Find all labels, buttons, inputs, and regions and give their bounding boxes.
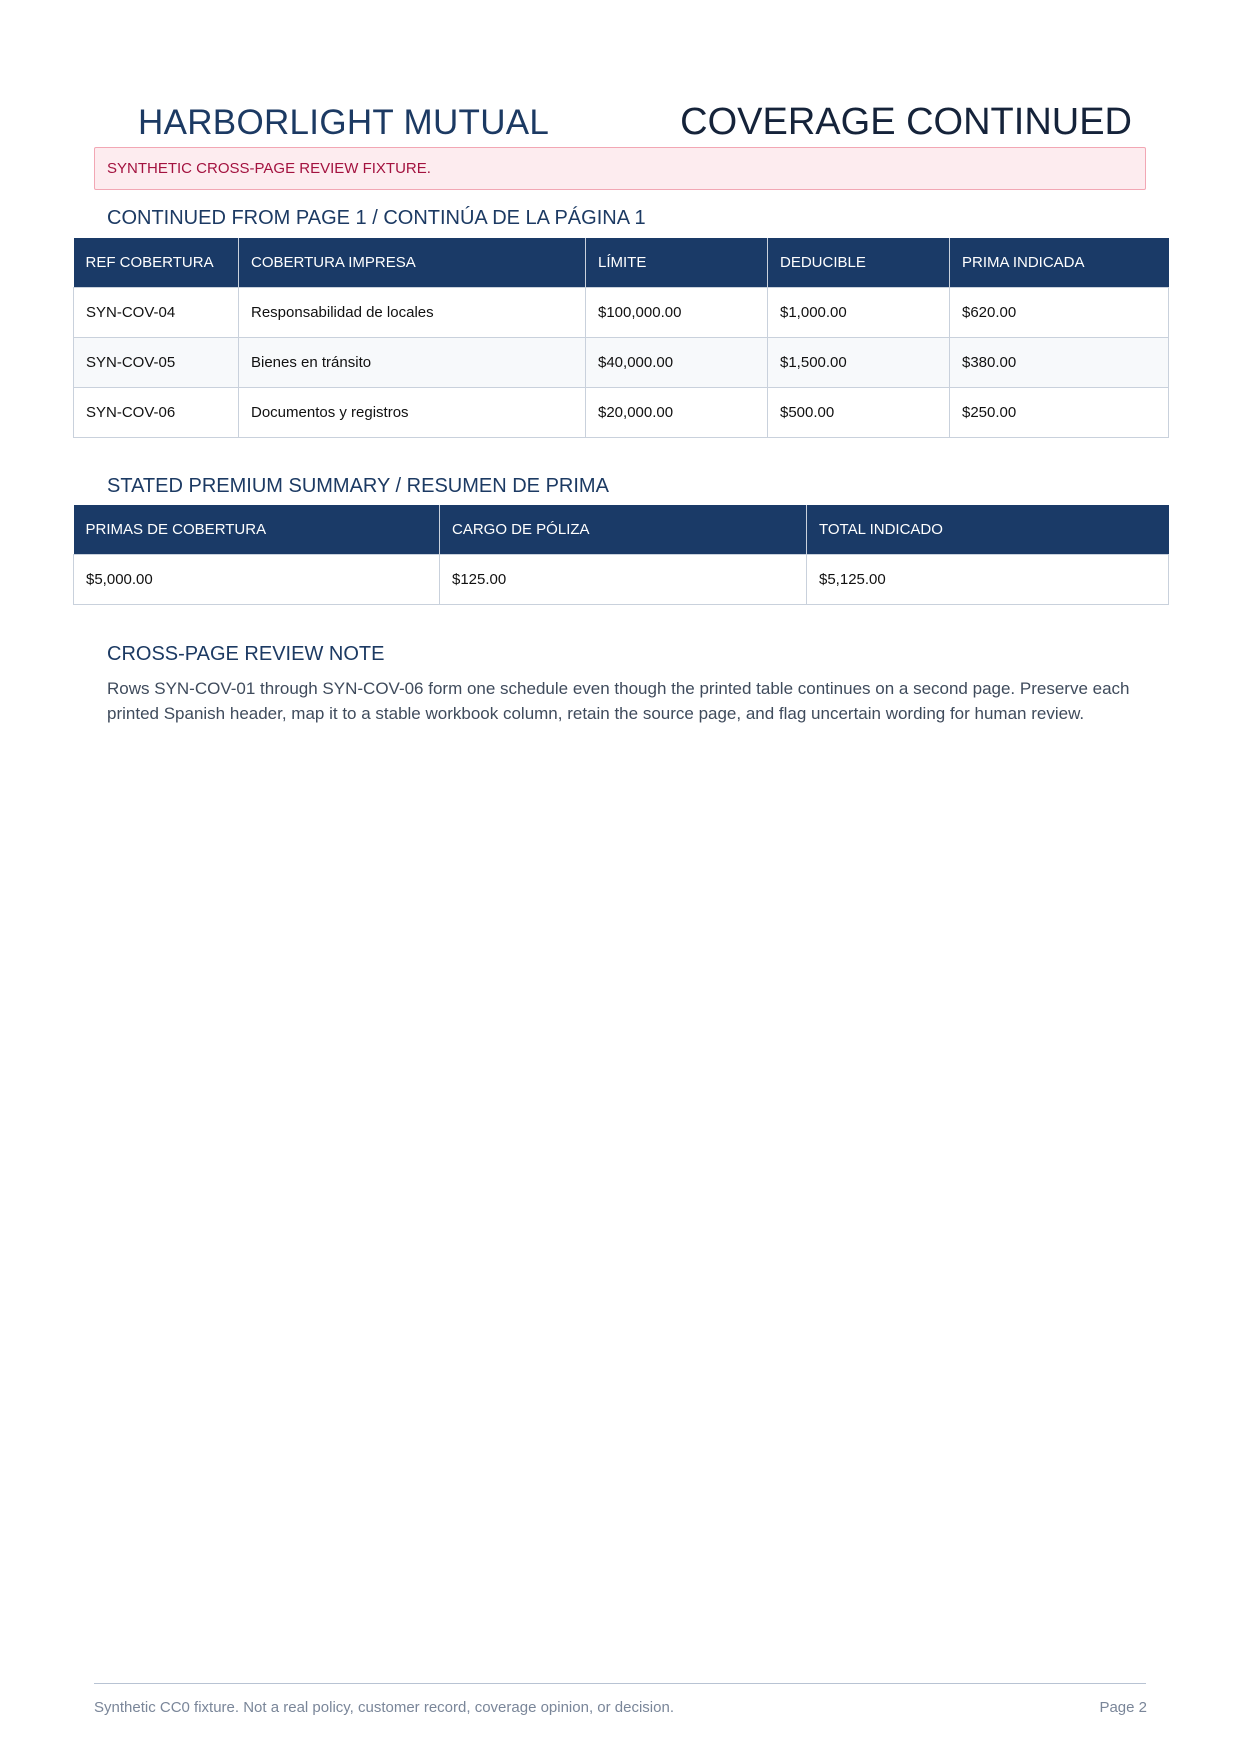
fixture-banner-text: SYNTHETIC CROSS-PAGE REVIEW FIXTURE. [107,160,431,177]
table-row [74,288,1169,338]
cell-coverage: Responsabilidad de locales [239,288,586,338]
cell-ref: SYN-COV-04 [74,288,239,338]
fixture-banner [94,147,1146,190]
cell-coverage: Documentos y registros [239,388,586,438]
column-header-deducible: DEDUCIBLE [768,238,950,288]
cell-limit: $20,000.00 [586,388,768,438]
cell-premium: $620.00 [950,288,1169,338]
column-header-primas-de-cobertura: PRIMAS DE COBERTURA [74,505,440,555]
table-row [74,388,1169,438]
coverage-table [73,238,1169,438]
footer-disclaimer: Synthetic CC0 fixture. Not a real policy, customer record, coverage opinion, or decision. [94,1699,674,1716]
cell-ref: SYN-COV-06 [74,388,239,438]
review-note-body: Rows SYN-COV-01 through SYN-COV-06 form one schedule even though the printed table continues on a second page. Preserve each printed Spanish header, map it to a stable workbook column, retain the source page, and flag uncertain wording for human review. [107,679,1130,723]
footer-divider [94,1683,1146,1684]
cell-coverage: Bienes en tránsito [239,338,586,388]
coverage-table-header-row [74,238,1169,288]
cell-coverage-premiums: $5,000.00 [74,555,440,605]
company-name: HARBORLIGHT MUTUAL [138,103,550,142]
cell-limit: $40,000.00 [586,338,768,388]
column-header-prima-indicada: PRIMA INDICADA [950,238,1169,288]
document-title: COVERAGE CONTINUED [680,101,1132,143]
premium-section-heading: STATED PREMIUM SUMMARY / RESUMEN DE PRIMA [107,475,609,497]
column-header-ref-cobertura: REF COBERTURA [74,238,239,288]
cell-deductible: $1,000.00 [768,288,950,338]
column-header-total-indicado: TOTAL INDICADO [807,505,1169,555]
cell-deductible: $1,500.00 [768,338,950,388]
column-header-cobertura-impresa: COBERTURA IMPRESA [239,238,586,288]
cell-ref: SYN-COV-05 [74,338,239,388]
cell-premium: $380.00 [950,338,1169,388]
page-number: Page 2 [1099,1699,1147,1716]
premium-summary-table [73,505,1169,605]
cell-deductible: $500.00 [768,388,950,438]
coverage-section-heading: CONTINUED FROM PAGE 1 / CONTINÚA DE LA PÁGINA 1 [107,207,646,229]
column-header-cargo-de-poliza: CARGO DE PÓLIZA [440,505,807,555]
premium-table-header-row [74,505,1169,555]
cell-policy-fee: $125.00 [440,555,807,605]
cell-limit: $100,000.00 [586,288,768,338]
table-row [74,338,1169,388]
cell-premium: $250.00 [950,388,1169,438]
table-row [74,555,1169,605]
column-header-limite: LÍMITE [586,238,768,288]
cell-stated-total: $5,125.00 [807,555,1169,605]
review-note-heading: CROSS-PAGE REVIEW NOTE [107,643,385,665]
